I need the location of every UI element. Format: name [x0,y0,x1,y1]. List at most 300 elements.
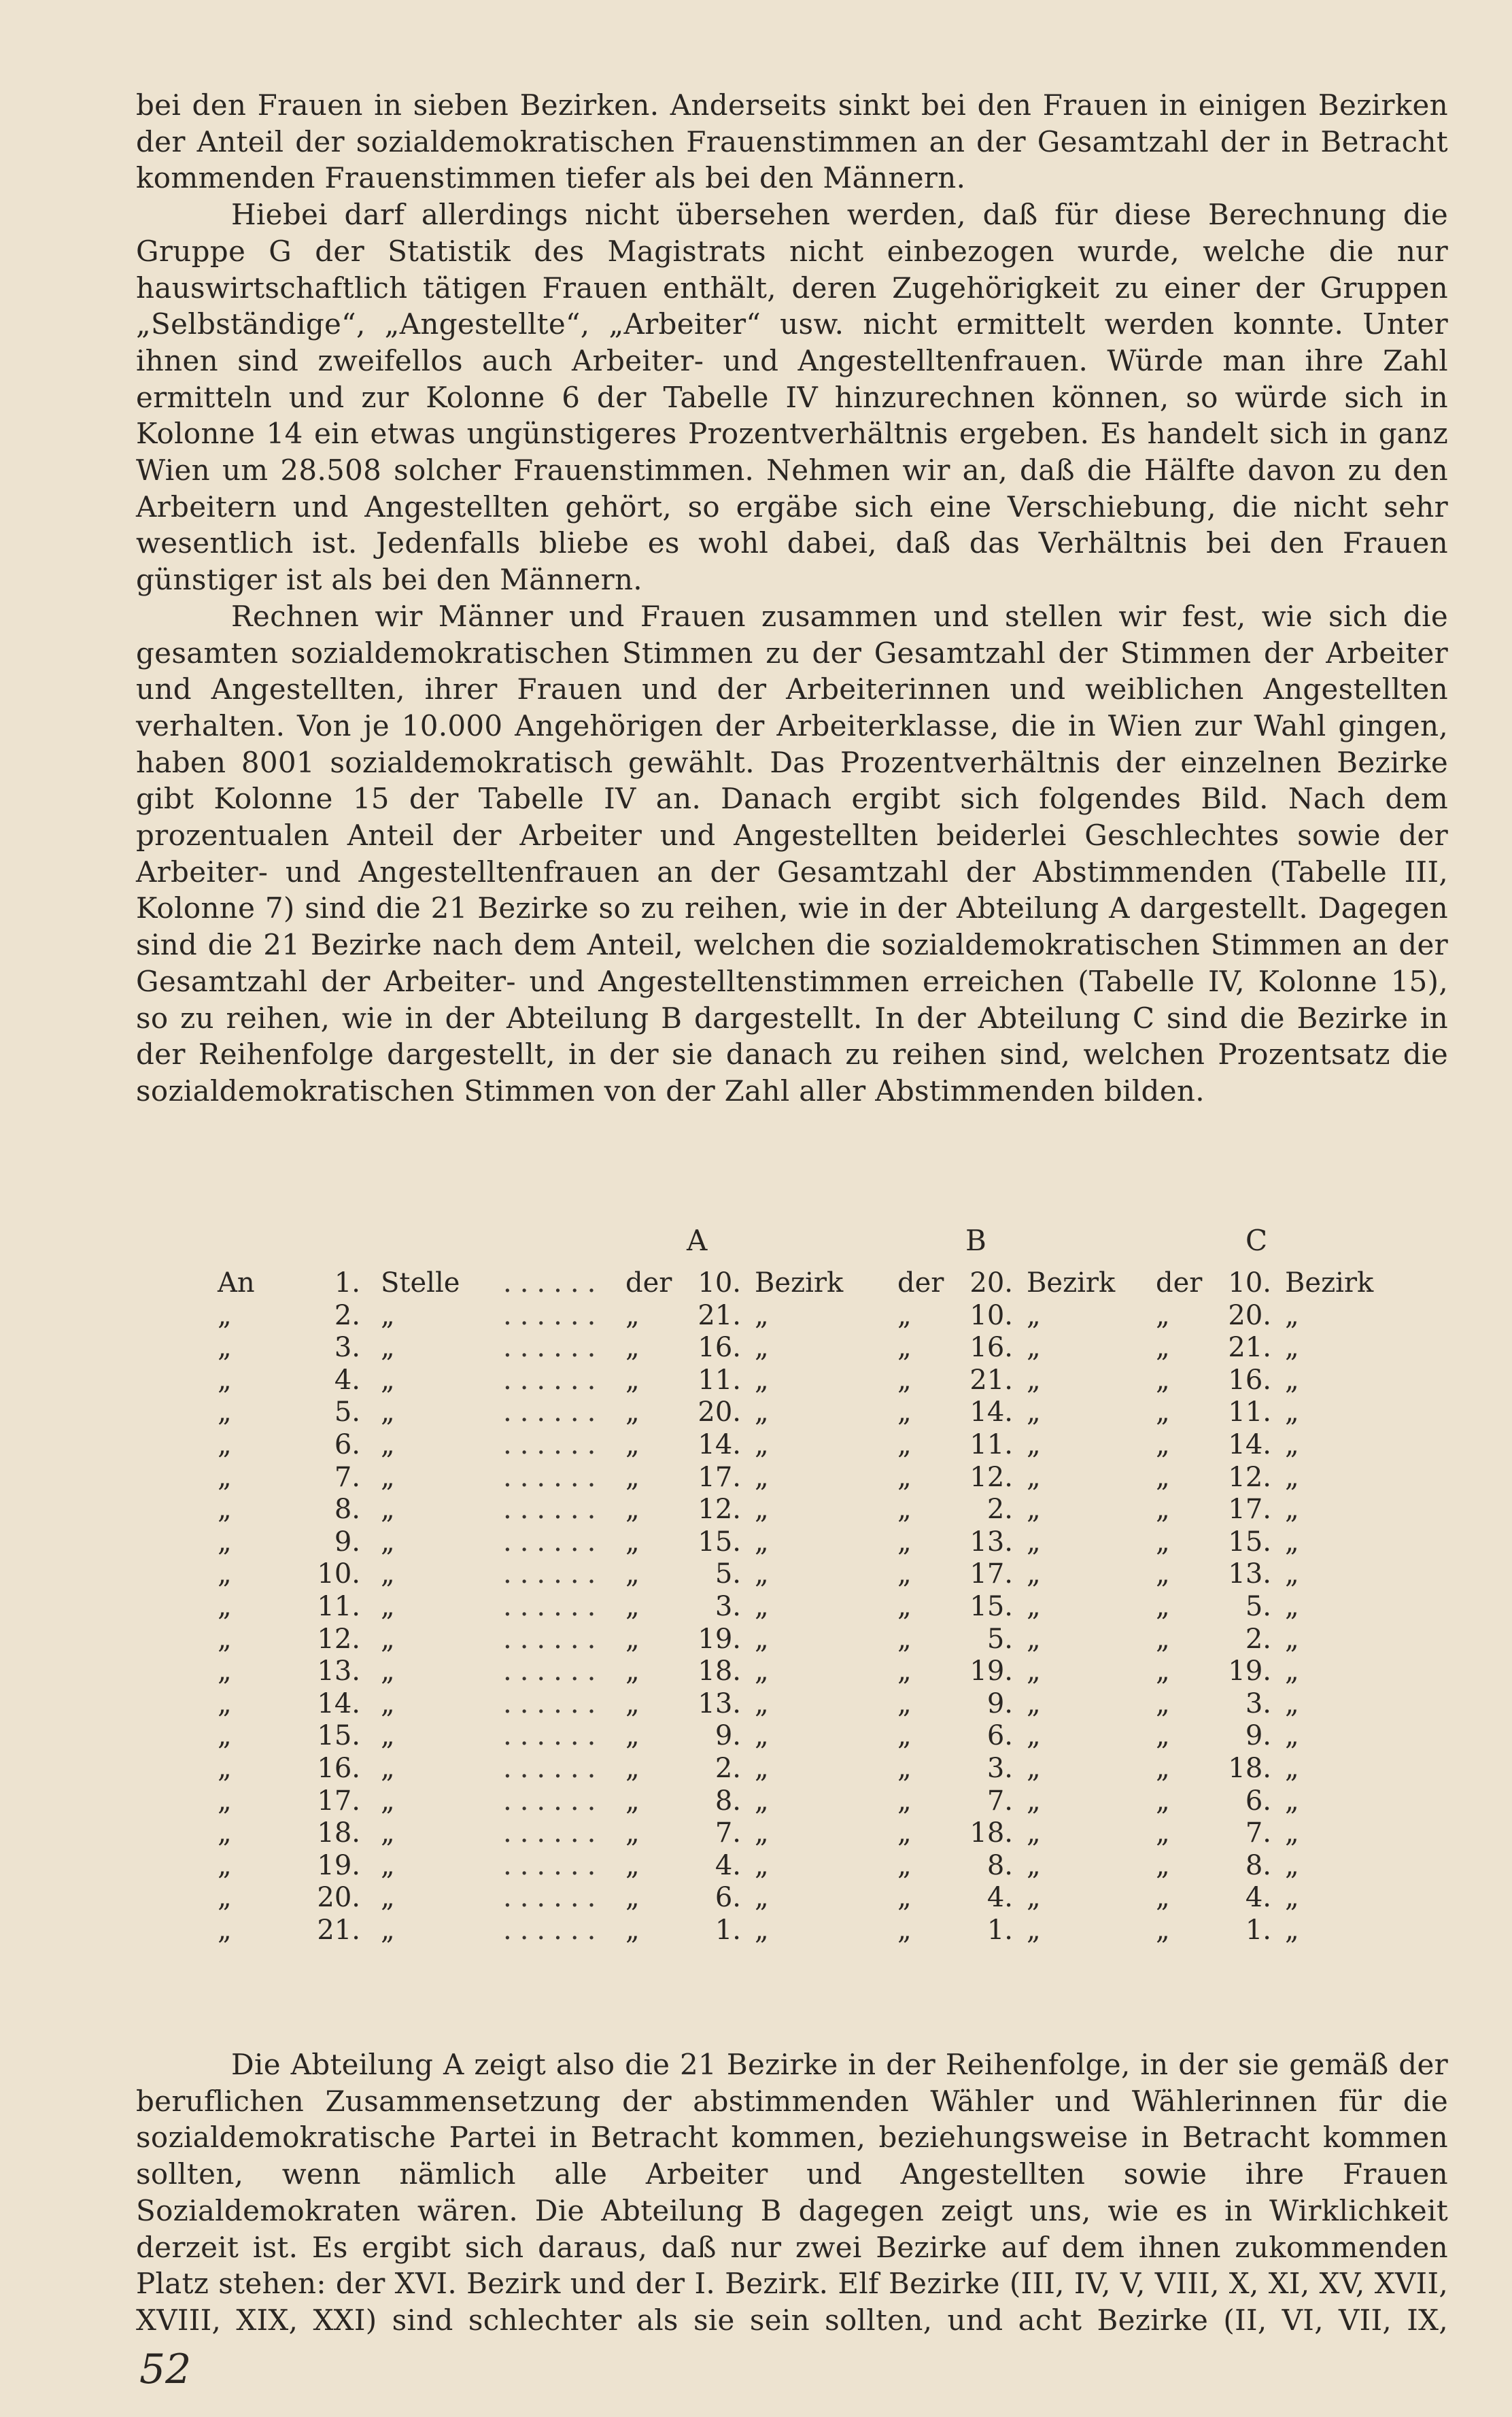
cell-ditto: „ [218,1687,232,1719]
cell-rank: 3. [334,1332,360,1364]
cell-ditto: „ [625,1428,640,1460]
cell-ditto: „ [381,1428,395,1460]
cell-ditto: „ [1285,1720,1299,1752]
cell-ditto: „ [1156,1817,1170,1849]
cell-value-b: 20. [969,1267,1013,1299]
cell-ditto: „ [755,1364,769,1396]
cell-ditto: „ [1285,1914,1299,1946]
cell-ditto: „ [1027,1720,1041,1752]
cell-value-c: 15. [1228,1526,1271,1558]
cell-ditto: „ [381,1590,395,1622]
table-row [218,1429,1401,1462]
table-row [218,1591,1401,1624]
cell-value-c: 18. [1228,1752,1271,1784]
cell-rank: 11. [317,1590,360,1622]
cell-value-a: 1. [715,1914,741,1946]
cell-value-c: 16. [1228,1364,1271,1396]
cell-ditto: „ [625,1494,640,1526]
cell-ditto: „ [1156,1494,1170,1526]
cell-rank: 4. [334,1364,360,1396]
header-c: C [1245,1224,1268,1257]
cell-value-b: 18. [969,1817,1013,1849]
table-row [218,1624,1401,1656]
cell-ditto: „ [218,1914,232,1946]
cell-value-a: 4. [715,1849,741,1881]
paragraph-1: bei den Frauen in sieben Bezirken. Anderseits sinkt bei den Frauen in einigen Bezirken der Anteil der sozialdemokratischen Frauenstimmen an der Gesamtzahl der in Betracht kommenden Frauenstimmen tiefer als bei den Männern. [136,88,1448,195]
table-row [218,1688,1401,1721]
cell-value-a: 17. [698,1461,741,1493]
cell-ditto: „ [381,1396,395,1428]
cell-ditto: „ [218,1656,232,1687]
paragraph-4: Die Abteilung A zeigt also die 21 Bezirke in der Reihenfolge, in der sie gemäß der beruflichen Zusammensetzung der abstimmenden Wähler und Wählerinnen für die sozialdemokratische Partei in Betracht kommen, beziehungsweise in Betracht kommen sollten, wenn nämlich alle Arbeiter und Angestellten sowie ihre Frauen Sozialdemokraten wären. Die Abteilung B dagegen zeigt uns, wie es in Wirklichkeit derzeit ist. Es ergibt sich daraus, daß nur zwei Bezirke auf dem ihnen zukommenden Platz stehen: der XVI. Bezirk und der I. Bezirk. Elf Bezirke (III, IV, V, VIII, X, XI, XV, XVII, XVIII, XIX, XXI) sind schlechter als sie sein sollten, und acht Bezirke (II, VI, VII, IX, [136,2048,1448,2337]
cell-dots: ...... [503,1590,604,1622]
cell-ditto: „ [897,1396,912,1428]
table-row [218,1396,1401,1429]
cell-ditto: „ [1156,1396,1170,1428]
cell-ditto: „ [897,1623,912,1655]
cell-ditto: „ [218,1849,232,1881]
cell-ditto: „ [897,1656,912,1687]
cell-dots: ...... [503,1849,604,1881]
cell-ditto: „ [625,1299,640,1331]
paragraph-2: Hiebei darf allerdings nicht übersehen werden, daß für diese Berechnung die Gruppe G der Statistik des Magistrats nicht einbezogen wurde, welche die nur hauswirtschaftlich tätigen Frauen enthält, deren Zugehörigkeit zu einer der Gruppen „Selbständige“, „Angestellte“, „Arbeiter“ usw. nicht ermittelt werden konnte. Unter ihnen sind zweifellos auch Arbeiter- und Angestelltenfrauen. Würde man ihre Zahl ermitteln und zur Kolonne 6 der Tabelle IV hinzurechnen können, so würde sich in Kolonne 14 ein etwas ungünstigeres Prozentverhältnis ergeben. Es handelt sich in ganz Wien um 28.508 solcher Frauenstimmen. Nehmen wir an, daß die Hälfte davon zu den Arbeitern und Angestellten gehört, so ergäbe sich eine Verschiebung, die nicht sehr wesentlich ist. Jedenfalls bliebe es wohl dabei, daß das Verhältnis bei den Frauen günstiger ist als bei den Männern. [136,198,1448,597]
cell-rank: 1. [334,1267,360,1299]
cell-rank: 14. [317,1687,360,1719]
cell-ditto: „ [1285,1687,1299,1719]
cell-value-b: 14. [969,1396,1013,1428]
cell-an: An [218,1267,255,1299]
cell-ditto: „ [1027,1428,1041,1460]
cell-ditto: „ [897,1364,912,1396]
cell-ditto: „ [381,1494,395,1526]
cell-value-a: 11. [698,1364,741,1396]
cell-ditto: „ [1027,1299,1041,1331]
cell-dots: ...... [503,1687,604,1719]
cell-value-c: 10. [1228,1267,1271,1299]
cell-ditto: „ [1156,1558,1170,1590]
cell-ditto: „ [381,1752,395,1784]
cell-value-a: 2. [715,1752,741,1784]
cell-dots: ...... [503,1752,604,1784]
cell-ditto: „ [897,1687,912,1719]
cell-dots: ...... [503,1817,604,1849]
cell-dots: ...... [503,1623,604,1655]
cell-ditto: „ [1027,1494,1041,1526]
cell-ditto: „ [1156,1720,1170,1752]
cell-ditto: „ [625,1752,640,1784]
cell-value-b: 16. [969,1332,1013,1364]
cell-value-b: 9. [986,1687,1013,1719]
cell-ditto: „ [1285,1396,1299,1428]
cell-ditto: „ [625,1590,640,1622]
cell-ditto: „ [897,1461,912,1493]
cell-ditto: „ [1285,1332,1299,1364]
cell-rank: 18. [317,1817,360,1849]
cell-ditto: „ [1027,1785,1041,1817]
cell-dots: ...... [503,1299,604,1331]
cell-dots: ...... [503,1558,604,1590]
cell-der-c: der [1156,1267,1203,1299]
cell-ditto: „ [218,1882,232,1914]
table-row [218,1462,1401,1494]
cell-dots: ...... [503,1461,604,1493]
cell-dots: ...... [503,1364,604,1396]
cell-ditto: „ [1027,1882,1041,1914]
cell-ditto: „ [625,1526,640,1558]
cell-ditto: „ [218,1428,232,1460]
cell-rank: 6. [334,1428,360,1460]
cell-ditto: „ [218,1623,232,1655]
table-rows [218,1267,1401,1947]
cell-dots: ...... [503,1720,604,1752]
cell-rank: 15. [317,1720,360,1752]
cell-der-a: der [625,1267,672,1299]
cell-ditto: „ [1156,1364,1170,1396]
cell-ditto: „ [381,1299,395,1331]
cell-ditto: „ [381,1558,395,1590]
table-row [218,1526,1401,1559]
cell-bezirk-b: Bezirk [1027,1267,1116,1299]
text-block-bottom [136,2046,1448,2339]
cell-ditto: „ [1285,1623,1299,1655]
cell-ditto: „ [625,1687,640,1719]
cell-ditto: „ [1156,1785,1170,1817]
cell-ditto: „ [381,1785,395,1817]
cell-ditto: „ [897,1299,912,1331]
cell-ditto: „ [897,1590,912,1622]
cell-rank: 20. [317,1882,360,1914]
cell-ditto: „ [1285,1364,1299,1396]
cell-value-c: 12. [1228,1461,1271,1493]
cell-ditto: „ [1285,1494,1299,1526]
cell-ditto: „ [625,1817,640,1849]
cell-value-a: 7. [715,1817,741,1849]
cell-ditto: „ [1156,1752,1170,1784]
cell-ditto: „ [218,1461,232,1493]
table-row [218,1882,1401,1915]
cell-value-c: 5. [1245,1590,1271,1622]
cell-value-c: 1. [1245,1914,1271,1946]
cell-ditto: „ [381,1332,395,1364]
cell-ditto: „ [897,1817,912,1849]
cell-der-b: der [897,1267,944,1299]
cell-ditto: „ [1027,1752,1041,1784]
cell-value-c: 13. [1228,1558,1271,1590]
cell-ditto: „ [381,1656,395,1687]
cell-ditto: „ [218,1817,232,1849]
cell-ditto: „ [755,1590,769,1622]
header-b: B [965,1224,986,1257]
table-row [218,1558,1401,1591]
cell-ditto: „ [218,1558,232,1590]
cell-ditto: „ [755,1882,769,1914]
cell-ditto: „ [381,1461,395,1493]
cell-ditto: „ [625,1623,640,1655]
table-row [218,1267,1401,1300]
cell-value-a: 3. [715,1590,741,1622]
cell-ditto: „ [218,1590,232,1622]
cell-ditto: „ [1027,1687,1041,1719]
cell-value-b: 4. [986,1882,1013,1914]
cell-value-c: 4. [1245,1882,1271,1914]
cell-ditto: „ [755,1623,769,1655]
cell-ditto: „ [1027,1364,1041,1396]
table-row [218,1365,1401,1397]
cell-ditto: „ [218,1526,232,1558]
cell-ditto: „ [1156,1332,1170,1364]
cell-value-b: 13. [969,1526,1013,1558]
cell-ditto: „ [1285,1590,1299,1622]
cell-ditto: „ [218,1752,232,1784]
cell-dots: ...... [503,1332,604,1364]
cell-ditto: „ [755,1720,769,1752]
cell-ditto: „ [755,1396,769,1428]
cell-value-b: 10. [969,1299,1013,1331]
text-block-top [136,87,1448,1110]
cell-ditto: „ [1285,1785,1299,1817]
cell-ditto: „ [1027,1623,1041,1655]
cell-dots: ...... [503,1396,604,1428]
cell-ditto: „ [218,1494,232,1526]
cell-ditto: „ [218,1332,232,1364]
cell-ditto: „ [1156,1299,1170,1331]
cell-ditto: „ [1156,1849,1170,1881]
cell-ditto: „ [897,1720,912,1752]
cell-ditto: „ [381,1720,395,1752]
cell-ditto: „ [381,1849,395,1881]
cell-ditto: „ [1156,1914,1170,1946]
cell-value-a: 13. [698,1687,741,1719]
paragraph-3: Rechnen wir Männer und Frauen zusammen und stellen wir fest, wie sich die gesamten sozialdemokratischen Stimmen zu der Gesamtzahl der Stimmen der Arbeiter und Angestellten, ihrer Frauen und der Arbeiterinnen und weiblichen Angestellten verhalten. Von je 10.000 Angehörigen der Arbeiterklasse, die in Wien zur Wahl gingen, haben 8001 sozialdemokratisch gewählt. Das Prozentverhältnis der einzelnen Bezirke gibt Kolonne 15 der Tabelle IV an. Danach ergibt sich folgendes Bild. Nach dem prozentualen Anteil der Arbeiter und Angestellten beiderlei Geschlechtes sowie der Arbeiter- und Angestelltenfrauen an der Gesamtzahl der Abstimmenden (Tabelle III, Kolonne 7) sind die 21 Bezirke so zu reihen, wie in der Abteilung A dargestellt. Dagegen sind die 21 Bezirke nach dem Anteil, welchen die sozialdemokratischen Stimmen an der Gesamtzahl der Arbeiter- und Angestelltenstimmen erreichen (Tabelle IV, Kolonne 15), so zu reihen, wie in der Abteilung B dargestellt. In der Abteilung C sind die Bezirke in der Reihenfolge dargestellt, in der sie danach zu reihen sind, welchen Prozentsatz die sozialdemokratischen Stimmen von der Zahl aller Abstimmenden bilden. [136,599,1448,1108]
cell-value-a: 6. [715,1882,741,1914]
cell-ditto: „ [755,1428,769,1460]
cell-ditto: „ [755,1785,769,1817]
cell-value-c: 6. [1245,1785,1271,1817]
cell-ditto: „ [218,1396,232,1428]
cell-ditto: „ [1027,1332,1041,1364]
cell-value-c: 21. [1228,1332,1271,1364]
cell-value-a: 18. [698,1656,741,1687]
cell-ditto: „ [1285,1461,1299,1493]
cell-ditto: „ [1027,1849,1041,1881]
cell-ditto: „ [625,1785,640,1817]
cell-value-a: 19. [698,1623,741,1655]
cell-value-b: 1. [986,1914,1013,1946]
cell-dots: ...... [503,1267,604,1299]
cell-rank: 17. [317,1785,360,1817]
cell-rank: 5. [334,1396,360,1428]
cell-value-a: 14. [698,1428,741,1460]
cell-ditto: „ [897,1914,912,1946]
cell-value-b: 12. [969,1461,1013,1493]
cell-ditto: „ [897,1882,912,1914]
cell-value-b: 17. [969,1558,1013,1590]
cell-value-b: 2. [986,1494,1013,1526]
cell-rank: 16. [317,1752,360,1784]
table-row [218,1656,1401,1688]
cell-rank: 12. [317,1623,360,1655]
cell-rank: 2. [334,1299,360,1331]
cell-ditto: „ [897,1332,912,1364]
table-row [218,1915,1401,1947]
cell-ditto: „ [625,1849,640,1881]
cell-ditto: „ [897,1849,912,1881]
cell-dots: ...... [503,1428,604,1460]
cell-ditto: „ [755,1752,769,1784]
cell-ditto: „ [1027,1914,1041,1946]
cell-ditto: „ [625,1914,640,1946]
cell-ditto: „ [755,1299,769,1331]
cell-value-a: 15. [698,1526,741,1558]
cell-value-c: 7. [1245,1817,1271,1849]
cell-ditto: „ [897,1526,912,1558]
cell-ditto: „ [1027,1396,1041,1428]
cell-ditto: „ [218,1299,232,1331]
cell-ditto: „ [1156,1461,1170,1493]
cell-dots: ...... [503,1914,604,1946]
cell-ditto: „ [625,1332,640,1364]
cell-value-b: 11. [969,1428,1013,1460]
cell-ditto: „ [1027,1558,1041,1590]
cell-ditto: „ [381,1882,395,1914]
cell-dots: ...... [503,1494,604,1526]
cell-ditto: „ [897,1428,912,1460]
cell-value-b: 21. [969,1364,1013,1396]
cell-ditto: „ [381,1817,395,1849]
cell-dots: ...... [503,1656,604,1687]
cell-dots: ...... [503,1785,604,1817]
cell-ditto: „ [1156,1882,1170,1914]
cell-value-a: 12. [698,1494,741,1526]
cell-value-a: 9. [715,1720,741,1752]
cell-dots: ...... [503,1882,604,1914]
cell-stelle: Stelle [381,1267,460,1299]
cell-value-c: 17. [1228,1494,1271,1526]
cell-ditto: „ [755,1461,769,1493]
cell-ditto: „ [755,1656,769,1687]
cell-value-a: 16. [698,1332,741,1364]
cell-ditto: „ [625,1558,640,1590]
cell-rank: 7. [334,1461,360,1493]
cell-ditto: „ [218,1364,232,1396]
cell-value-c: 19. [1228,1656,1271,1687]
cell-ditto: „ [1156,1656,1170,1687]
cell-ditto: „ [381,1364,395,1396]
cell-rank: 9. [334,1526,360,1558]
cell-ditto: „ [625,1364,640,1396]
cell-ditto: „ [755,1817,769,1849]
cell-ditto: „ [381,1914,395,1946]
table-row [218,1753,1401,1785]
cell-ditto: „ [755,1494,769,1526]
cell-value-b: 15. [969,1590,1013,1622]
cell-ditto: „ [897,1558,912,1590]
cell-ditto: „ [1285,1299,1299,1331]
cell-value-c: 9. [1245,1720,1271,1752]
cell-ditto: „ [1285,1849,1299,1881]
cell-value-c: 8. [1245,1849,1271,1881]
cell-bezirk-a: Bezirk [755,1267,844,1299]
table-row [218,1332,1401,1365]
cell-ditto: „ [625,1720,640,1752]
cell-ditto: „ [1285,1428,1299,1460]
cell-value-a: 10. [698,1267,741,1299]
cell-value-c: 20. [1228,1299,1271,1331]
cell-bezirk-c: Bezirk [1285,1267,1374,1299]
cell-ditto: „ [625,1461,640,1493]
cell-ditto: „ [897,1752,912,1784]
table-row [218,1817,1401,1850]
cell-rank: 19. [317,1849,360,1881]
cell-ditto: „ [1027,1817,1041,1849]
cell-value-b: 8. [986,1849,1013,1881]
cell-rank: 8. [334,1494,360,1526]
cell-ditto: „ [1285,1526,1299,1558]
cell-rank: 21. [317,1914,360,1946]
cell-ditto: „ [1285,1817,1299,1849]
cell-ditto: „ [1156,1623,1170,1655]
cell-ditto: „ [897,1785,912,1817]
cell-dots: ...... [503,1526,604,1558]
cell-value-b: 19. [969,1656,1013,1687]
cell-ditto: „ [1027,1526,1041,1558]
table-row [218,1494,1401,1526]
cell-rank: 10. [317,1558,360,1590]
cell-rank: 13. [317,1656,360,1687]
cell-ditto: „ [218,1720,232,1752]
cell-ditto: „ [755,1849,769,1881]
cell-ditto: „ [1156,1428,1170,1460]
cell-ditto: „ [1285,1752,1299,1784]
cell-ditto: „ [381,1526,395,1558]
cell-value-a: 20. [698,1396,741,1428]
cell-value-b: 3. [986,1752,1013,1784]
cell-ditto: „ [381,1623,395,1655]
cell-ditto: „ [1027,1590,1041,1622]
cell-ditto: „ [381,1687,395,1719]
cell-value-a: 8. [715,1785,741,1817]
cell-ditto: „ [1027,1461,1041,1493]
cell-value-c: 14. [1228,1428,1271,1460]
cell-ditto: „ [1285,1882,1299,1914]
table-row [218,1785,1401,1818]
cell-ditto: „ [897,1494,912,1526]
cell-ditto: „ [218,1785,232,1817]
cell-ditto: „ [755,1687,769,1719]
cell-ditto: „ [755,1332,769,1364]
cell-ditto: „ [1156,1526,1170,1558]
page-number: 52 [139,2346,192,2393]
cell-value-b: 7. [986,1785,1013,1817]
cell-ditto: „ [755,1558,769,1590]
cell-value-b: 6. [986,1720,1013,1752]
cell-ditto: „ [1027,1656,1041,1687]
table-row [218,1850,1401,1883]
cell-ditto: „ [625,1882,640,1914]
table-row [218,1720,1401,1753]
table-row [218,1300,1401,1333]
cell-value-b: 5. [986,1623,1013,1655]
cell-ditto: „ [625,1656,640,1687]
cell-value-c: 2. [1245,1623,1271,1655]
cell-ditto: „ [1156,1590,1170,1622]
cell-value-c: 11. [1228,1396,1271,1428]
cell-ditto: „ [1156,1687,1170,1719]
header-a: A [687,1224,708,1257]
cell-ditto: „ [755,1914,769,1946]
cell-ditto: „ [625,1396,640,1428]
cell-ditto: „ [1285,1558,1299,1590]
